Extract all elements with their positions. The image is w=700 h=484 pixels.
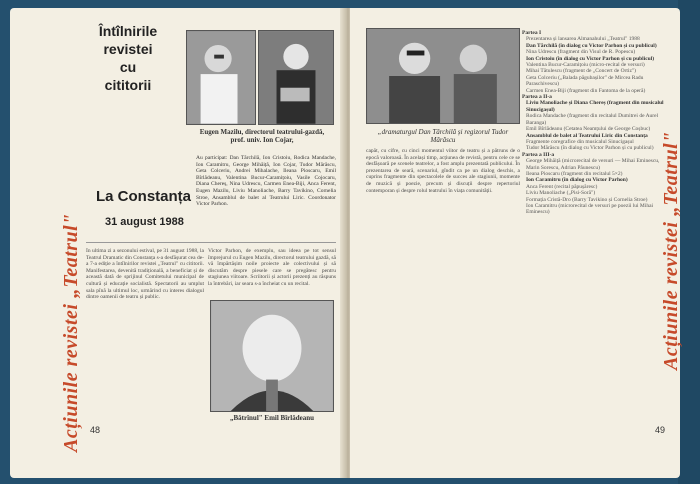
program-item: Emil Bîrlădeanu (Cetatea Neamțului de George Coșbuc) bbox=[526, 126, 651, 133]
program-item: Geta Colceriu („Balada păgubașilor" de Mircea Radu Paraschivescu) bbox=[526, 74, 644, 88]
page-number-right: 49 bbox=[655, 425, 666, 435]
program-item: Anca Ferent (recital păpușăresc) bbox=[526, 183, 598, 190]
article-column-2: Victor Parhon, de exemplu, sau ideea pe tot sensul împrejurul cu Eugen Mazilu, directorul teatrului gazdă, să vă împărtășim noile proiecte ale colectivului și să discutăm despre piesele care se pregătesc pentru stagiunea viitoare. Scriitorii și actorii prezenți au răspuns la întrebări, iar seara s-a încheiat cu un recital. bbox=[208, 248, 336, 287]
program-item: Prezentarea și lansarea Almanahului „Teatrul" 1988 bbox=[526, 36, 640, 43]
program-item: Dan Tărchilă (în dialog cu Victor Parhon și cu publicul) bbox=[526, 42, 657, 49]
program-list bbox=[522, 30, 672, 450]
heading-line-3: cu bbox=[119, 59, 137, 75]
right-photo-caption: „dramaturgul Dan Tărchilă și regizorul Tudor Mărăscu bbox=[377, 128, 509, 144]
program-item: Formația Cristă-Dro (Barry Tavikino și Cornelia Stroe) bbox=[526, 196, 648, 203]
right-vertical-title: Acțiunile revistei „Teatrul" bbox=[660, 131, 682, 370]
event-date: 31 august 1988 bbox=[105, 216, 184, 228]
program-part-2-title: Partea a II-a bbox=[522, 94, 552, 101]
heading-line-1: Întîlnirile bbox=[98, 23, 158, 39]
program-part-3-title: Partea a III-a bbox=[522, 151, 555, 158]
program-item: Ileana Pioscaru (fragment din recitalul 5×2) bbox=[526, 170, 623, 177]
program-item: Ansamblul de balet al Teatrului Liric din Constanța bbox=[526, 132, 648, 139]
photo-eugen-mazilu bbox=[186, 30, 256, 125]
program-item: George Mihăiță (microrecital de versuri — Mihai Eminescu, Marin Sorescu, Adrian Păunescu) bbox=[526, 158, 660, 171]
photo-tarchila-marascu bbox=[366, 28, 520, 124]
participants-text: Au participat: Dan Tărchilă, Ion Cristoiu, Rodica Mandache, Ion Caramitru, George Mihăiță, Ion Cojar, Tudor Mărăscu, Geta Colceriu, Andrei Mihalache, Ileana Pioscaru, Emil Bîrlădeanu, Valentina Bucur-Caramițoiu, Vasile Cojocaru, Diana Chereș, Nina Udrescu, Carmen Enea-Biji, Anca Ferent, Eugen Mazilu, Liviu Manoliache, Barry Tavikino, Cornelia Stroe, Ansamblul de balet al Teatrului Liric. Coordonator Victor Parhon. bbox=[196, 155, 336, 208]
program-item: Ion Cristoiu (în dialog cu Victor Parhon și cu publicul) bbox=[526, 55, 655, 62]
program-item: Liviu Manoliache („Pisi-Soră") bbox=[526, 190, 596, 197]
city-title: La Constanța bbox=[96, 188, 192, 205]
program-item: Ion Caramitru (microrecital de versuri pe poezii lui Mihai Eminescu) bbox=[526, 202, 654, 216]
bottom-photo-caption: „Bătrînul" Emil Bîrlădeanu bbox=[229, 414, 314, 422]
right-article-text: capăt, cu cifre, cu cinci momentul viitor de teatru și a pătruns de o epocă valoroasă. În același timp, acțiunea de revistă, pentru cele ce se desfășoară pe scenele teatrelor, a fost amplu prezentată publicului. În prezentarea de seară, scenariul, gîndit ca pe un dialog deschis, a cuprins fragmente din spectacolele de succes ale stagiunii, momente de muzică și poezie, precum și discuții despre repertoriul contemporan și despre rolul teatrului în viața comunității. bbox=[366, 148, 520, 194]
program-item: Mihai Tătulescu (fragment de „Concert de Ortiz") bbox=[526, 68, 636, 75]
program-item: Fragmente coregrafice din musicalul Sinucigașul bbox=[526, 138, 634, 145]
article-heading bbox=[78, 22, 178, 172]
program-item: Liviu Manoliache și Diana Chereș (fragment din musicalul Sinucigașul) bbox=[526, 100, 664, 113]
divider bbox=[86, 242, 336, 243]
program-item: Tudor Mărăscu (în dialog cu Victor Parhon și cu publicul) bbox=[526, 145, 654, 152]
left-vertical-title: Acțiunile revistei „Teatrul" bbox=[60, 213, 82, 452]
heading-line-4: cititorii bbox=[104, 77, 152, 93]
program-item: Valentina Bucur-Caramițoiu (micro-recital de versuri) bbox=[526, 62, 645, 69]
program-item: Ion Caramitru (în dialog cu Victor Parhon) bbox=[526, 177, 628, 184]
photo-ion-cojar bbox=[258, 30, 334, 125]
program-item: Nina Udrescu (fragment din Visul de R. Popescu) bbox=[526, 49, 636, 56]
article-column-1: În ultima zi a sezonului estival, pe 31 august 1988, la Teatrul Dramatic din Constanța s-a desfășurat cea de-a 7-a ediție a întîlnirilor revistei „Teatrul" cu cititorii. Manifestarea, devenită tradițională, a beneficiat și de această dată de sprijinul Comitetului municipal de cultură și educație socialistă. Spectatorii au umplut sala pînă la ultimul loc, urmărind cu interes dialogul dintre oamenii de teatru și public. bbox=[86, 248, 204, 301]
photo-emil-birladeanu bbox=[210, 300, 334, 412]
program-part-1-title: Partea I bbox=[522, 30, 542, 36]
heading-line-2: revistei bbox=[103, 41, 153, 57]
program-item: Rodica Mandache (fragment din recitalul Dumitrei de Aurel Baranga) bbox=[526, 113, 659, 126]
program-item: Carmen Enea-Biji (fragment din Fantoma de la operă) bbox=[526, 87, 646, 94]
top-photo-caption: Eugen Mazilu, directorul teatrului-gazdă, prof. univ. Ion Cojar, bbox=[199, 128, 325, 144]
page-number-left: 48 bbox=[90, 425, 101, 435]
